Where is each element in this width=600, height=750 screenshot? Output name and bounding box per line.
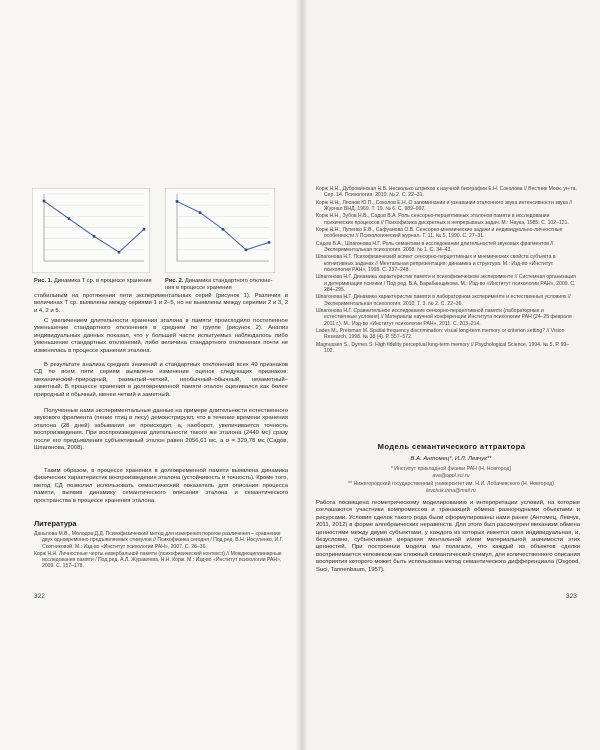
reference-item: Magnussen S., Dyrnes S. High fidelity perceptual long-term memory // Psychological Science. 1994. № 5. Р. 99–102. xyxy=(316,341,570,354)
figure-2-data-point xyxy=(176,200,179,203)
right-page xyxy=(302,0,600,750)
reference-item: Шпагонова Н.Г. Психофизический аспект сенсорно-перцептивных и мнемических свойств субъекта в когнитивных задачах // Ментальная репрезентация: динамика и структура. М.: Изд-во «Институт психологии РАН», 1998. С. 237–248. xyxy=(316,254,556,273)
paragraph-2: С увеличением длительности хранения эталона в памяти происходило постепенное уменьшение стандартного отклонения в среднем по группе (рисунок 2). Анализ индивидуальных данных показал, что у большей части испытуемых наблюдалось либо уменьшение стандартных отклонений, либо величина стандартного отклонения почти не изменялась в процессе хранения эталона. xyxy=(34,318,288,354)
paragraph-5: Таким образом, в процессе хранения в долговременной памяти выявлена динамика физических характеристик воспроизведения эталона (устойчивость и точность). Кроме того, метод СД позволил использовать семантический показатель для описания процесса памяти, выявив динамику семантического описания эталона и семантического пространства в процессе хранения эталона. xyxy=(34,468,288,504)
figure-1-data-point xyxy=(143,228,146,231)
reference-item: Корж Н.Н. Личностные черты невербальной памяти (психофизический контекст) // Междисциплинарные исследования памяти / Под ред. А.Л. Журавлева, Н.Н. Корж. М.: Изд-во «Институт психологии РАН», 2009. С. 157–178. xyxy=(34,550,282,570)
figure-2-chart xyxy=(165,188,275,273)
email-2: levchuk.irina@mail.ru xyxy=(426,488,476,494)
figure-2-caption-line1: Динамика стандартного отклоне- xyxy=(184,278,273,284)
figure-1-caption xyxy=(34,278,154,285)
figure-1-caption-label: Рис. 1. xyxy=(34,278,53,284)
reference-item: Корж Н.Н., Дубровинская Н.В. Несколько штрихов к научной биографии Е.Н. Соколова // Вестник Моск. ун-та. Сер. 14. Психология. 2010. № 2. С. 22–31. xyxy=(316,186,577,199)
article-title: Модель семантического аттрактора xyxy=(377,442,526,451)
reference-item: Шпагонова Н.Г. Динамика характеристик памяти и психофизическом эксперименте // Системная организация и детерминация психики / Под ред. В.А. Барабанщикова. М.: Изд-во «Институт психологии РАН», 2009. С. 284–295. xyxy=(316,274,576,293)
figure-2-caption-line2: ния в процессе хранения xyxy=(165,285,232,291)
figure-1-caption-text: Динамика Т ср. в процессе хранения xyxy=(53,278,152,284)
article-authors: В.А. Антомец*, И.Л. Левчук** xyxy=(410,456,492,462)
reference-item: Lades M., Preisman M. Spatial frequency discrimination: visual long-term memory or criterion setting? // Vision Research. 1998. № 38 (4). Р. 557–572. xyxy=(316,327,565,341)
reference-item: Садов В.А., Шпагонова Н.Г. Роль семантики в исследовании длительностей звуковых фрагментов // Экспериментальная психология. 2008. № 1. С. 34–43. xyxy=(316,240,554,253)
affiliation-1: * Институт прикладной физики РАН (Н. Новгород) xyxy=(390,466,512,472)
paragraph-3: В результате анализа средних значений и стандартных отклонений всех 49 признаков СД по всем пяти сериям выявлено изменение оценок следующих признаков: механический–природный, размытый–четкий, необычный–обычный, незаметный–заметный. В процессе хранения в долговременной памяти эталон оценивался как более природный и обычный, менее четкий и заметный. xyxy=(34,362,288,398)
references-list-left xyxy=(34,531,290,571)
reference-item: Даньлова М.В., Молодов Д.Д. Психофизический метод для измерения порогов различения – сравнение двух одновременно предъявляемых стимулов // Психофизика сегодня / Под ред. В.Н. Носуленко, И.Г. Скотниковой. М.: Изд-во «Институт психологии РАН», 2007. С. 26–36. xyxy=(34,531,284,550)
book-gutter-shadow xyxy=(296,0,308,750)
figure-2-caption xyxy=(165,278,300,292)
article-body: Работа посвящена геометрическому моделированию и интерпретации условий, на которые соглашаются участники компромиссов и транзакций обмена разнородными объектами и ресурсами. Условия сделок такого рода были сформулированы нами ранее (Антомец, Левчук, 2011, 2012) в форме алгебраических неравенств. Для этого был рассмотрен механизм обмена ценностями между двумя субъектами, у каждого из которых имеется своя индивидуальная, и, безусловно, субъективная иерархия ментальной и/или материальной значимости этих ценностей. При построении модели мы полагали, что каждый из объектов сделки воспринимается человеком как сложный семантический стимул, для количественного описания восприятия которого может быть использован метод семантического дифференциала (Osgood, Suci, Tannenbaum, 1957). xyxy=(316,500,580,573)
figure-1-chart xyxy=(32,188,150,273)
page-number-left: 322 xyxy=(34,593,45,600)
page-number-right: 323 xyxy=(566,593,577,600)
paragraph-4: Полученные нами экспериментальные данные на примере длительности естественного звукового фрагмента (пение птиц в лесу) демонстрируют, что в течение времени хранения эталона (28 дней) забывания не происходит, а, наоборот, увеличивается точность воспроизведения. При воспроизведении длительности такого же эталона (2449 мс) сразу после его предъявления субъективный эталон равен 2056,61 мс, а σ = 329,78 мс (Садов, Шпагонова, 2008). xyxy=(34,408,288,452)
figure-1-data-point xyxy=(93,235,96,238)
figure-2-data-point xyxy=(268,241,271,244)
reference-item: Корж Н.Н., Зубов Н.В., Садов В.А. Роль сенсорно-перцептивных эталонов памяти в исследовании психических процессов // Психофизика дискретных и непрерывных задач. М.: Наука, 1985. С. 102–121. xyxy=(316,213,569,226)
figure-2-caption-label: Рис. 2. xyxy=(165,278,184,284)
figure-1-data-point xyxy=(68,217,71,220)
reference-item: Корж Н.Н., Леонов Ю.П., Соколов Е.Н. О запоминании и узнавании эталонного звука интенсивности звука // Журнал ВНД. 1969. Т. 19. № 6. С. 989–997. xyxy=(316,199,573,212)
figure-2-data-point xyxy=(245,249,248,252)
reference-item: Шпагонова Н.Г. Динамика характеристик памяти в лабораторном эксперименте и естественных условиях // Экспериментальная психология. 2010. Т. 3. № 2. С. 22–36. xyxy=(316,294,571,307)
figure-2-data-point xyxy=(199,211,202,214)
references-heading: Литература xyxy=(34,519,77,528)
references-list-right xyxy=(316,186,578,355)
affiliation-2: ** Нижегородский государственный университет им. Н.И. Лобачевского (Н. Новгород) xyxy=(348,481,554,487)
reference-item: Корж Н.Н., Лупенко Е.В., Сафуанова О.В. Сенсорно-мнемические задачи и индивидуально-личностные особенности // Психологический журнал. Т. 11. № 5, 1990. С. 27–31. xyxy=(316,227,563,240)
reference-item: Шпагонова Н.Г. Сравнительное исследование сенсорно-перцептивной памяти (лабораторные и естественные условия) // Материалы научной конференции Института психологии РАН (24–25 февраля 2011 г.). М.: Изд-во «Институт психологии РАН», 2011. С. 203–214. xyxy=(316,308,572,327)
figure-1-data-point xyxy=(118,251,121,254)
figure-2-data-point xyxy=(222,228,225,231)
paragraph-1: стабильным на протяжении пяти экспериментальных серий (рисунок 1). Различия в величинах Т ср. выявлены между сериями 1 и 2–5, но не выявлены между сериями 2 и 3, 2 и 4, 2 и 5. xyxy=(34,293,288,314)
figure-1-data-point xyxy=(43,200,46,203)
email-1: ava@appl.sci.ru xyxy=(432,473,470,479)
